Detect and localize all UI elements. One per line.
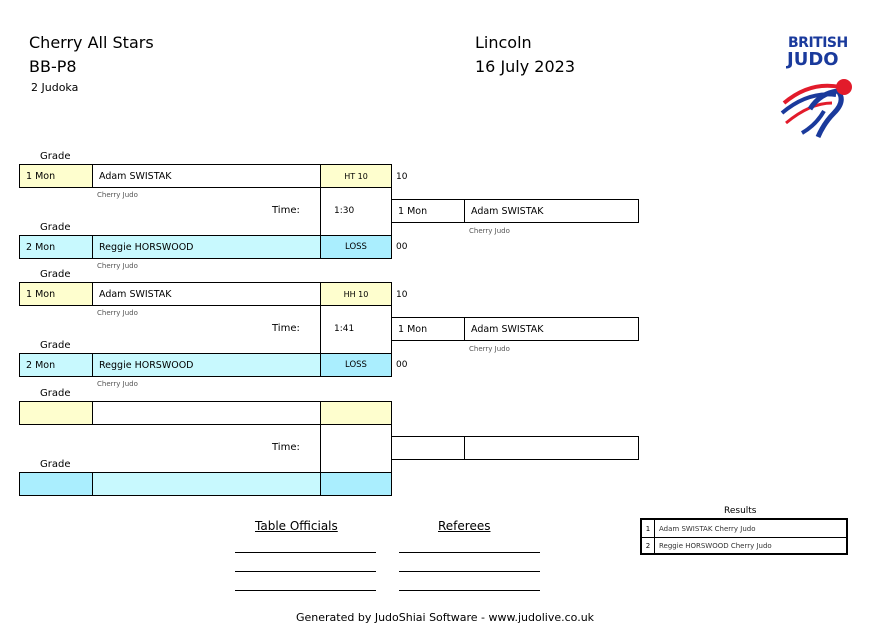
- category: BB-P8: [29, 57, 77, 76]
- results-row: [642, 520, 846, 538]
- results-row: [642, 538, 846, 553]
- grade-label: Grade: [40, 151, 71, 162]
- results-table: [640, 518, 848, 555]
- logo-line-1: BRITISH: [788, 35, 848, 51]
- blue-name: Reggie HORSWOOD: [92, 353, 321, 377]
- time-label: Time:: [272, 323, 300, 334]
- winner-club: Cherry Judo: [469, 345, 510, 353]
- white-grade: 1 Mon: [19, 164, 93, 188]
- bracket-line: [320, 424, 321, 473]
- winner-grade: 1 Mon: [391, 199, 465, 223]
- result-text: Adam SWISTAK Cherry Judo: [659, 524, 756, 533]
- blue-points: 00: [396, 360, 408, 370]
- white-club: Cherry Judo: [97, 309, 138, 317]
- time-label: Time:: [272, 205, 300, 216]
- white-score: [320, 401, 392, 425]
- blue-score: LOSS: [320, 235, 392, 259]
- judo-figure-icon: [780, 73, 860, 139]
- white-score: HH 10: [320, 282, 392, 306]
- grade-label: Grade: [40, 222, 71, 233]
- grade-label: Grade: [40, 269, 71, 280]
- result-rank: 1: [642, 520, 655, 537]
- white-grade: [19, 401, 93, 425]
- white-name: Adam SWISTAK: [92, 164, 321, 188]
- match-time: 1:30: [334, 206, 355, 216]
- results-title: Results: [724, 506, 757, 516]
- white-name: [92, 401, 321, 425]
- time-label: Time:: [272, 442, 300, 453]
- location: Lincoln: [475, 33, 532, 52]
- blue-grade: 2 Mon: [19, 235, 93, 259]
- british-judo-logo: [780, 35, 860, 140]
- signature-line: [399, 571, 540, 572]
- result-text: Reggie HORSWOOD Cherry Judo: [659, 541, 772, 550]
- table-officials-heading: Table Officials: [255, 519, 338, 533]
- grade-label: Grade: [40, 388, 71, 399]
- signature-line: [235, 552, 376, 553]
- grade-label: Grade: [40, 459, 71, 470]
- signature-line: [235, 571, 376, 572]
- blue-name: [92, 472, 321, 496]
- signature-line: [235, 590, 376, 591]
- white-name: Adam SWISTAK: [92, 282, 321, 306]
- winner-name: Adam SWISTAK: [464, 317, 639, 341]
- white-grade: 1 Mon: [19, 282, 93, 306]
- blue-name: Reggie HORSWOOD: [92, 235, 321, 259]
- event-date: 16 July 2023: [475, 57, 576, 76]
- white-points: 10: [396, 172, 408, 182]
- blue-points: 00: [396, 242, 408, 252]
- blue-club: Cherry Judo: [97, 262, 138, 270]
- white-score: HT 10: [320, 164, 392, 188]
- bracket-line: [320, 187, 321, 236]
- judoka-count: 2 Judoka: [31, 81, 79, 94]
- blue-score: LOSS: [320, 353, 392, 377]
- winner-grade: [391, 436, 465, 460]
- winner-name: Adam SWISTAK: [464, 199, 639, 223]
- white-club: Cherry Judo: [97, 191, 138, 199]
- blue-grade: 2 Mon: [19, 353, 93, 377]
- signature-line: [399, 552, 540, 553]
- winner-club: Cherry Judo: [469, 227, 510, 235]
- result-rank: 2: [642, 538, 655, 553]
- blue-grade: [19, 472, 93, 496]
- winner-name: [464, 436, 639, 460]
- bracket-line: [320, 305, 321, 354]
- white-points: 10: [396, 290, 408, 300]
- match-time: 1:41: [334, 324, 355, 334]
- signature-line: [399, 590, 540, 591]
- club-name: Cherry All Stars: [29, 33, 154, 52]
- referees-heading: Referees: [438, 519, 491, 533]
- blue-score: [320, 472, 392, 496]
- winner-grade: 1 Mon: [391, 317, 465, 341]
- grade-label: Grade: [40, 340, 71, 351]
- blue-club: Cherry Judo: [97, 380, 138, 388]
- footer-text: Generated by JudoShiai Software - www.judolive.co.uk: [296, 611, 595, 624]
- logo-line-2: JUDO: [787, 49, 839, 70]
